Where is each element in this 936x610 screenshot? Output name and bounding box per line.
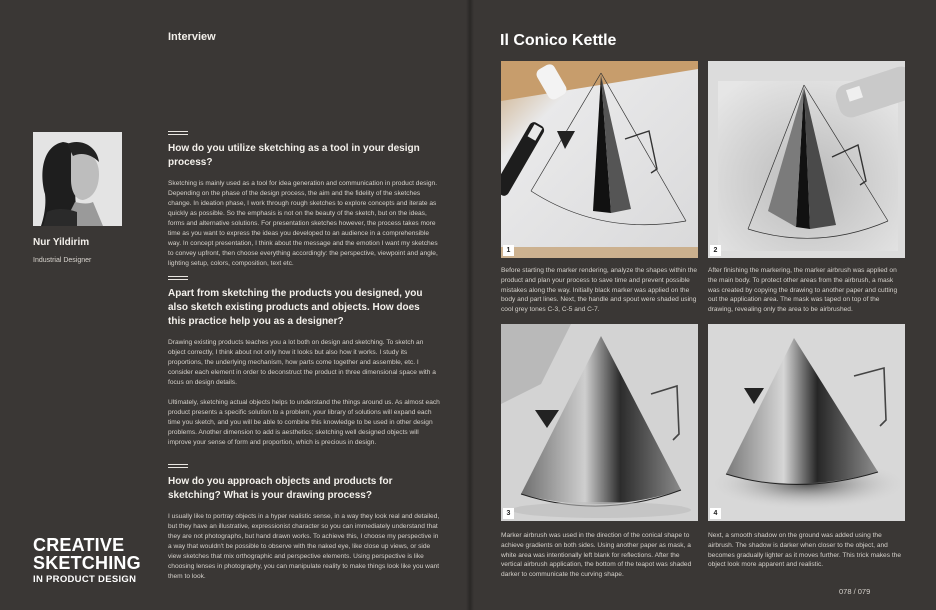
step-photo-1 <box>501 61 698 258</box>
question: Apart from sketching the products you designed, you also sketch existing products and objects. How does this practice help you as a designer? <box>168 288 423 327</box>
answer-paragraph: Ultimately, sketching actual objects helps to understand the things around us. As almost each product presents a specific solution to a problem, your library of solutions will expand each time you sketch, and you will be able to combine this knowledge to be used in other design problems. Another dimension to add is aesthetics; sketching well designed objects will improve your sense of form and proportion, which is precious in design. <box>168 399 440 446</box>
portrait-image <box>33 132 122 226</box>
book-brand-logo <box>33 536 158 585</box>
qa-block-2 <box>168 276 440 458</box>
question: How do you utilize sketching as a tool in your design process? <box>168 143 420 168</box>
step-photo-4 <box>708 324 905 521</box>
step-caption-4: Next, a smooth shadow on the ground was added using the airbrush. The shadow is darker when closer to the object, and becomes gradually lighter as it moves further. This trick makes the object look more apparent and realistic. <box>708 532 902 569</box>
section-rule <box>168 464 188 468</box>
brand-line-2: SKETCHING <box>33 553 141 573</box>
qa-block-1 <box>168 131 440 279</box>
section-rule <box>168 131 188 135</box>
step-number-badge: 1 <box>503 245 514 256</box>
brand-line-3: IN PRODUCT DESIGN <box>33 574 137 585</box>
brand-line-1: CREATIVE <box>33 535 125 555</box>
answer-paragraph: Drawing existing products teaches you a lot both on design and sketching. To sketch an object correctly, I think about not only how it looks but also how it works. I study its proportions, the underlying mechanism, how parts come together and assemble, etc. I consider each element in order to deconstruct the product in three dimensional space with a focus on design details. <box>168 339 436 386</box>
answer-paragraph: Sketching is mainly used as a tool for idea generation and communication in product design. Depending on the phase of the design process, the aim and the fidelity of the sketches change. In ideation phase, I work through rough sketches to explore concepts and iterate as quickly as possible. So the emphasis is not on the beauty of the sketch, but on the ideas, forms and alternative solutions. For presentation sketches however, the process takes more time as you want to express the ideas you developed to an audience in a comprehensible way. In concept presentation, I think about the message and the emotion I want my sketches to convey upfront, then choose everything accordingly: the perspective, viewpoint and angle, lighting setup, colors, composition, text etc. <box>168 180 438 267</box>
kettle-sketch-step-2 <box>708 61 905 258</box>
portrait-photo <box>33 132 122 226</box>
question: How do you approach objects and products for sketching? What is your drawing process? <box>168 476 393 501</box>
step-number-badge: 2 <box>710 245 721 256</box>
step-caption-2: After finishing the markering, the marker airbrush was applied on the main body. To protect other areas from the airbrush, a mask was created by copying the drawing to another paper and cutting out the application area. The mask was taped on top of the drawing, revealing only the area to be airbrushed. <box>708 267 898 314</box>
answer-paragraph: I usually like to portray objects in a hyper realistic sense, in a way they look real and detailed, but they have an illustrative, expressionist character so you can immediately understand that they are not photographs, but hand drawn works. To achieve this, I choose my perspective in a way that wouldn't be possible to observe with the naked eye, like close up views, or side view sketches that mix orthographic and perspective elements. Using perspective is like choosing lenses in photography, you can manipulate reality to make things look like you want them to look. <box>168 513 440 580</box>
page-title: Il Conico Kettle <box>500 32 617 49</box>
step-caption-1: Before starting the marker rendering, analyze the shapes within the product and plan your process to save time and prevent possible mistakes along the way. Initially black marker was applied on the body and part lines. Next, the handle and spout were shaded using cool grey tones C-3, C-5 and C-7. <box>501 267 698 314</box>
step-photo-2 <box>708 61 905 258</box>
kettle-sketch-step-4 <box>708 324 905 521</box>
section-label: Interview <box>168 31 216 43</box>
kettle-sketch-step-1 <box>501 61 698 258</box>
step-photo-3 <box>501 324 698 521</box>
step-caption-3: Marker airbrush was used in the direction of the conical shape to achieve gradients on both sides. Using another paper as mask, a white area was intentionally left blank for reflections. After the vertical airbrush application, the bottom of the teapot was shaded darker to communicate the curving shape. <box>501 532 692 579</box>
section-rule <box>168 276 188 280</box>
page-gutter <box>466 0 474 610</box>
person-name: Nur Yildirim <box>33 237 90 248</box>
step-number-badge: 4 <box>710 508 721 519</box>
step-number-badge: 3 <box>503 508 514 519</box>
page-numbers: 078 / 079 <box>839 587 871 596</box>
kettle-sketch-step-3 <box>501 324 698 521</box>
qa-block-3 <box>168 464 440 592</box>
person-role: Industrial Designer <box>33 257 92 264</box>
